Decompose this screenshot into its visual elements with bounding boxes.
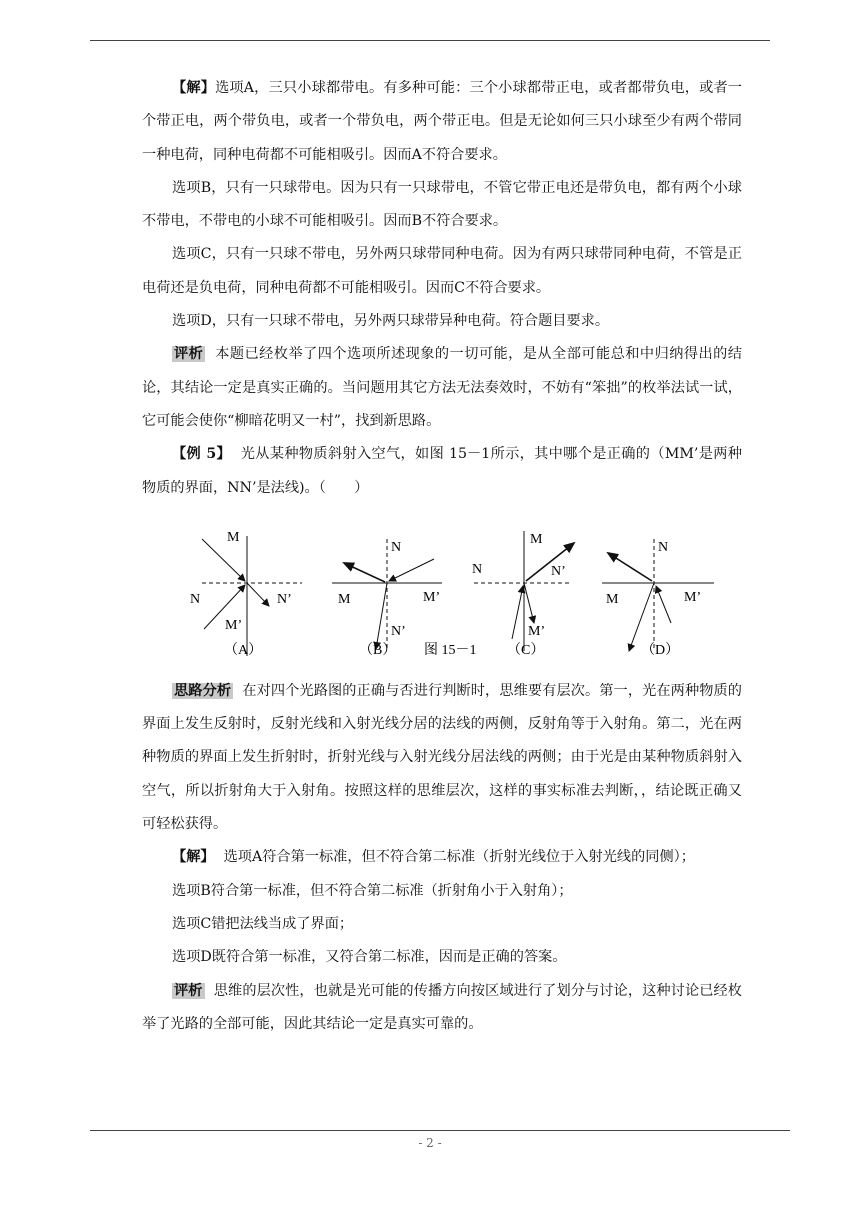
label-m-prime: M’ — [528, 623, 546, 639]
paragraph-option-c: 选项C，只有一只球不带电，另外两只球带同种电荷。因为有两只球带同种电荷，不管是正电荷还是负电荷，同种电荷都不可能相吸引。因而C不符合要求。 — [142, 246, 742, 296]
label-m-prime: M’ — [423, 589, 441, 605]
solution-tag: 【解】 — [172, 849, 215, 866]
paragraph-commentary-1: 评析 本题已经枚举了四个选项所述现象的一切可能，是从全部可能总和中归纳得出的结论，其结论一定是真实正确的。当问题用其它方法无法奏效时，不妨有“笨拙”的枚举法试一试，它可能会使你“柳暗花明又一村”，找到新思路。 — [142, 346, 742, 429]
label-n: N — [658, 539, 669, 555]
label-n: N — [190, 591, 201, 607]
caption-b: （B） — [359, 642, 397, 658]
label-m: M — [338, 591, 351, 607]
page-number: - 2 - — [418, 1136, 442, 1150]
commentary-tag: 评析 — [174, 982, 203, 999]
paragraph-option-d-eval: 选项D既符合第一标准，又符合第二标准，因而是正确的答案。 — [172, 949, 567, 966]
commentary-tag: 评析 — [174, 346, 204, 363]
label-m: M — [227, 529, 240, 545]
diagram-d — [602, 539, 714, 658]
light-path-diagrams — [132, 511, 752, 671]
paragraph-option-b-eval: 选项B符合第一标准，但不符合第二标准（折射角小于入射角）； — [172, 882, 573, 899]
paragraph-option-b: 选项B，只有一只球带电。因为只有一只球带电，不管它带正电还是带负电，都有两个小球不带电，不带电的小球不可能相吸引。因而B不符合要求。 — [142, 179, 742, 230]
figure-15-1 — [142, 511, 742, 671]
label-m-prime: M’ — [684, 589, 702, 605]
label-n: N — [391, 539, 402, 555]
example-tag: 【例 5】 — [172, 446, 232, 463]
paragraph-option-d: 选项D，只有一只球不带电，另外两只球带异种电荷。符合题目要求。 — [172, 313, 610, 330]
diagram-a — [190, 530, 302, 658]
label-n: N — [472, 561, 483, 577]
footer-rule — [90, 1130, 790, 1131]
label-m: M — [530, 531, 543, 547]
label-n-prime: N’ — [277, 591, 292, 607]
solution-tag: 【解】 — [172, 80, 216, 96]
label-n-prime: N’ — [391, 623, 406, 639]
paragraph-solution-a: 【解】选项A，三只小球都带电。有多种可能：三个小球都带正电，或者都带负电，或者一个带正电，两个带负电，或者一个带负电，两个带正电。但是无论如何三只小球至少有两个带同一种电荷，同种电荷都不可能相吸引。因而A不符合要求。 — [142, 80, 742, 163]
paragraph-example-5: 【例 5】 光从某种物质斜射入空气，如图 15－1所示，其中哪个是正确的（MM’是两种物质的界面，NN’是法线)。（ ） — [142, 446, 742, 496]
paragraph-analysis: 思路分析 在对四个光路图的正确与否进行判断时，思维要有层次。第一，光在两种物质的界面上发生反射时，反射光线和入射光线分居的法线的两侧，反射角等于入射角。第二，光在两种物质的界面上发生折射时，折射光线与入射光线分居法线的两侧；由于光是由某种物质斜射入空气，所以折射角大于入射角。按照这样的思维层次，这样的事实标准去判断，，结论既正确又可轻松获得。 — [142, 682, 742, 833]
caption-a: （A） — [224, 642, 263, 658]
caption-c: （C） — [507, 642, 545, 658]
figure-caption: 图 15－1 — [424, 642, 477, 658]
diagram-c — [472, 531, 574, 658]
document-body — [142, 72, 742, 1041]
analysis-tag: 思路分析 — [174, 682, 232, 699]
label-n-prime: N’ — [551, 563, 566, 579]
header-rule — [90, 40, 770, 41]
label-m-prime: M’ — [225, 617, 243, 633]
paragraph-commentary-2: 评析 思维的层次性，也就是光可能的传播方向按区域进行了划分与讨论，这种讨论已经枚举了光路的全部可能，因此其结论一定是真实可靠的。 — [142, 982, 742, 1032]
label-m: M — [606, 591, 619, 607]
paragraph-solution-example: 【解】 选项A符合第一标准，但不符合第二标准（折射光线位于入射光线的同侧）； — [172, 849, 695, 866]
diagram-b — [332, 539, 442, 658]
paragraph-option-c-eval: 选项C错把法线当成了界面； — [172, 915, 354, 932]
caption-d: （D） — [641, 642, 680, 658]
